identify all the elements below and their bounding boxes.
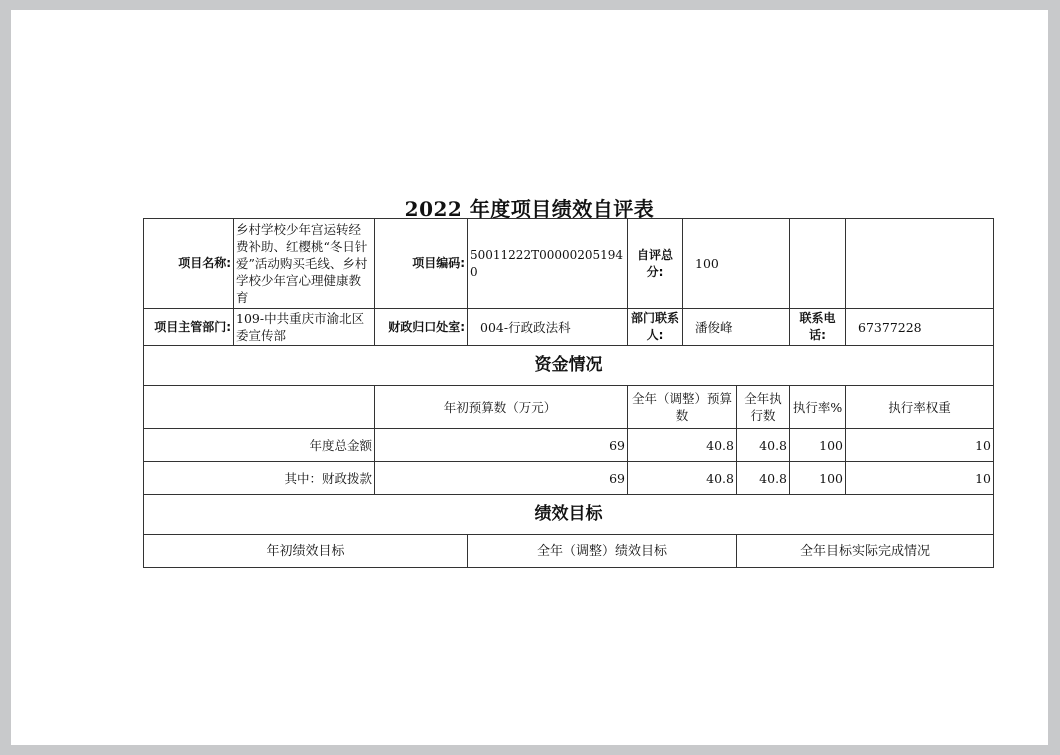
funds-header-adjusted-budget: 全年（调整）预算数 [628,386,737,429]
goals-header-adjusted: 全年（调整）绩效目标 [468,535,737,568]
funds-header-rate: 执行率% [790,386,846,429]
funds-cell: 40.8 [737,429,790,462]
empty-cell [790,219,846,309]
document-title: 2022 年度项目绩效自评表 [404,197,655,221]
funds-row-fiscal [144,462,994,495]
info-row-1 [144,219,994,309]
phone-value: 67377228 [846,309,994,346]
contact-value: 潘俊峰 [683,309,790,346]
funds-header-weight: 执行率权重 [846,386,994,429]
contact-label: 部门联系人: [628,309,683,346]
funds-cell: 69 [375,462,628,495]
project-name-value: 乡村学校少年宫运转经费补助、红樱桃“冬日针爱”活动购买毛线、乡村学校少年宫心理健康教育 [234,219,375,309]
dept-label: 项目主管部门: [144,309,234,346]
funds-section-title: 资金情况 [144,346,994,386]
funds-cell: 40.8 [628,429,737,462]
funds-section-row [144,346,994,386]
evaluation-table [143,218,994,568]
finance-office-label: 财政归口处室: [375,309,468,346]
funds-header-initial-budget: 年初预算数（万元） [375,386,628,429]
project-code-value: 50011222T000002051940 [468,219,628,309]
funds-cell: 69 [375,429,628,462]
self-score-label: 自评总分: [628,219,683,309]
project-code-label: 项目编码: [375,219,468,309]
funds-cell: 40.8 [737,462,790,495]
goals-header-initial: 年初绩效目标 [144,535,468,568]
funds-cell: 100 [790,429,846,462]
funds-cell: 100 [790,462,846,495]
funds-cell: 10 [846,462,994,495]
funds-header-row [144,386,994,429]
funds-header-executed: 全年执行数 [737,386,790,429]
goals-section-row [144,495,994,535]
funds-row-total [144,429,994,462]
self-score-value: 100 [683,219,790,309]
funds-row-label: 其中：财政拨款 [144,462,375,495]
document-page [11,10,1048,745]
project-name-label: 项目名称: [144,219,234,309]
empty-cell [846,219,994,309]
info-row-2 [144,309,994,346]
goals-section-title: 绩效目标 [144,495,994,535]
dept-value: 109-中共重庆市渝北区委宣传部 [234,309,375,346]
goals-header-actual: 全年目标实际完成情况 [737,535,994,568]
funds-cell: 40.8 [628,462,737,495]
goals-header-row [144,535,994,568]
funds-cell: 10 [846,429,994,462]
funds-row-label: 年度总金额 [144,429,375,462]
finance-office-value: 004-行政政法科 [468,309,628,346]
funds-header-corner [144,386,375,429]
phone-label: 联系电话: [790,309,846,346]
